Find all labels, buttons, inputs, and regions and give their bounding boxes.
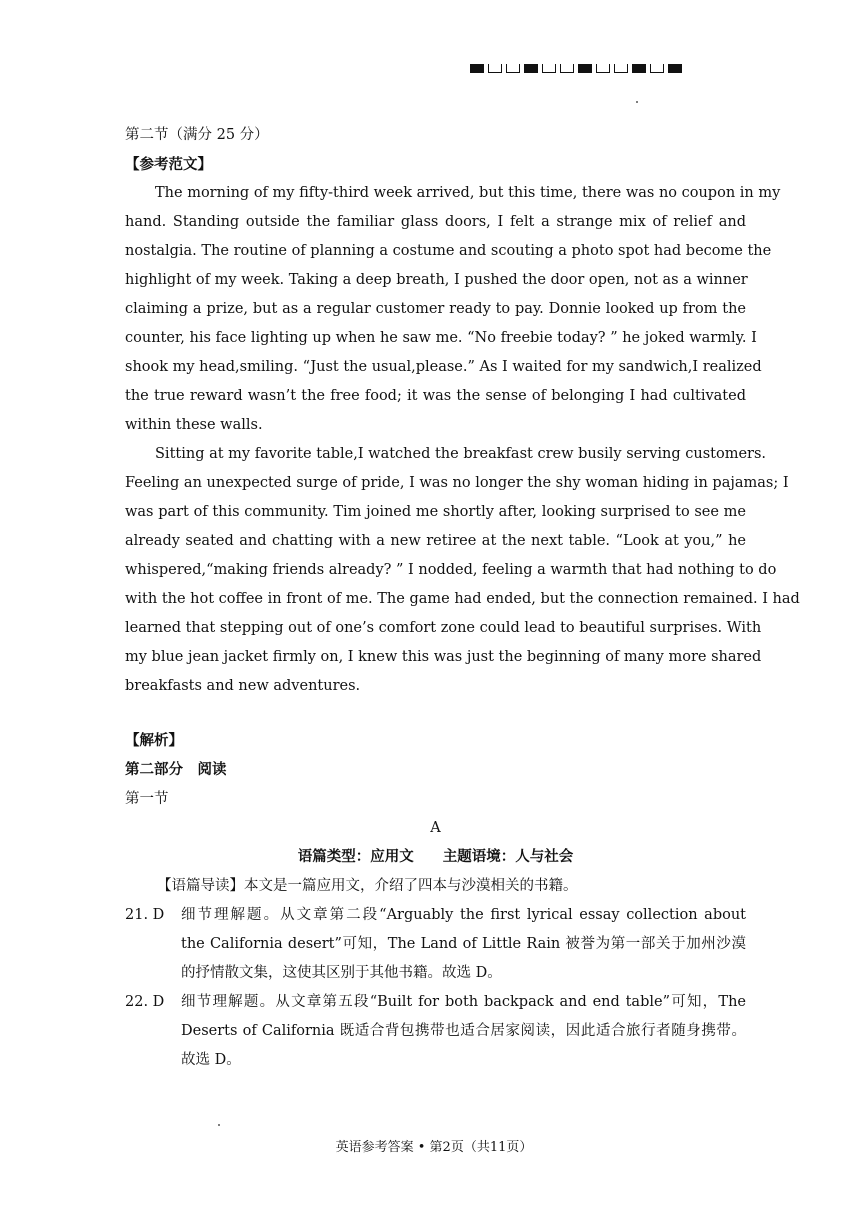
- speck: [636, 101, 638, 103]
- essay-line: learned that stepping out of one’s comfort zone could lead to beautiful surprises. With: [125, 620, 762, 636]
- essay-line: The morning of my fifty-third week arrived, but this time, there was no coupon in my: [155, 185, 781, 201]
- part-title: 第二部分 阅读: [125, 762, 227, 778]
- section-title: 第二节（满分 25 分）: [125, 127, 269, 143]
- answer-item-22: [125, 988, 746, 1075]
- answer-line: 故选 D。: [181, 1052, 241, 1068]
- essay-line: nostalgia. The routine of planning a costume and scouting a photo spot had become the: [125, 243, 772, 259]
- answer-line: 细节理解题。从文章第五段“Built for both backpack and end table”可知，The: [181, 994, 746, 1010]
- header-mark-empty: [596, 64, 610, 73]
- essay-line: shook my head,smiling. “Just the usual,please.” As I waited for my sandwich,I realized: [125, 359, 762, 375]
- essay-line: within these walls.: [125, 417, 263, 433]
- answer-line: 的抒情散文集，这使其区别于其他书籍。故选 D。: [181, 965, 502, 981]
- answer-line: Deserts of California 既适合背包携带也适合居家阅读，因此适合旅行者随身携带。: [181, 1023, 746, 1039]
- essay-line: my blue jean jacket firmly on, I knew this was just the beginning of many more shared: [125, 649, 762, 665]
- essay-line: already seated and chatting with a new retiree at the next table. “Look at you,” he: [125, 533, 746, 549]
- spacer: [125, 701, 746, 727]
- answer-item-21: [125, 901, 746, 988]
- header-mark-empty: [560, 64, 574, 73]
- essay-line: Sitting at my favorite table,I watched the breakfast crew busily serving customers.: [155, 446, 767, 462]
- model-essay-label: 【参考范文】: [125, 156, 212, 173]
- answer-line: the California desert”可知，The Land of Little Rain 被誉为第一部关于加州沙漠: [181, 936, 746, 952]
- essay-line: counter, his face lighting up when he saw me. “No freebie today? ” he joked warmly. I: [125, 330, 757, 346]
- answer-line: 细节理解题。从文章第二段“Arguably the first lyrical essay collection about: [181, 907, 746, 923]
- page-content: [125, 121, 800, 1075]
- header-mark-empty: [506, 64, 520, 73]
- essay-line: breakfasts and new adventures.: [125, 678, 361, 694]
- essay-line: was part of this community. Tim joined me shortly after, looking surprised to see me: [125, 504, 746, 520]
- answer-number: 21. D: [125, 907, 165, 923]
- essay-line: whispered,“making friends already? ” I nodded, feeling a warmth that had nothing to do: [125, 562, 777, 578]
- header-mark-filled: [668, 64, 682, 73]
- essay-line: with the hot coffee in front of me. The game had ended, but the connection remained. I had: [125, 591, 800, 607]
- header-mark-filled: [470, 64, 484, 73]
- speck: [218, 1124, 220, 1126]
- header-mark-empty: [542, 64, 556, 73]
- header-mark-empty: [614, 64, 628, 73]
- header-mark-empty: [488, 64, 502, 73]
- answer-number: 22. D: [125, 994, 165, 1010]
- subsection-title: 第一节: [125, 791, 169, 807]
- header-mark-filled: [524, 64, 538, 73]
- header-mark-filled: [632, 64, 646, 73]
- page-footer: 英语参考答案 • 第2页（共11页）: [335, 1140, 533, 1155]
- passage-guide: 【语篇导读】本文是一篇应用文，介绍了四本与沙漠相关的书籍。: [157, 878, 578, 894]
- essay-paragraph-2: [125, 440, 800, 701]
- essay-line: the true reward wasn’t the free food; it was the sense of belonging I had cultivated: [125, 388, 746, 404]
- essay-line: Feeling an unexpected surge of pride, I was no longer the shy woman hiding in pajamas; I: [125, 475, 789, 491]
- analysis-label: 【解析】: [125, 733, 183, 749]
- passage-type: 语篇类型：应用文 主题语境：人与社会: [297, 849, 574, 865]
- header-mark-empty: [650, 64, 664, 73]
- essay-line: highlight of my week. Taking a deep breath, I pushed the door open, not as a winner: [125, 272, 748, 288]
- passage-letter: A: [430, 820, 441, 836]
- essay-line: claiming a prize, but as a regular customer ready to pay. Donnie looked up from the: [125, 301, 746, 317]
- header-marks: [470, 64, 682, 74]
- header-mark-filled: [578, 64, 592, 73]
- essay-paragraph-1: [125, 179, 781, 440]
- essay-line: hand. Standing outside the familiar glass doors, I felt a strange mix of relief and: [125, 214, 746, 230]
